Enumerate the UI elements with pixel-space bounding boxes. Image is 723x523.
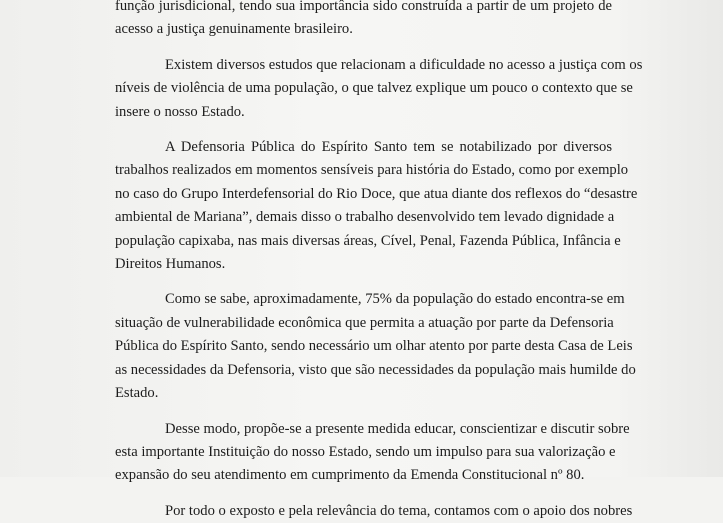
paragraph-4-line-2: situação de vulnerabilidade econômica que permita a atuação por parte da Defensoria: [115, 314, 614, 331]
paragraph-2-line-3: insere o nosso Estado.: [115, 103, 245, 120]
paragraph-1-line-2: acesso a justiça genuinamente brasileiro.: [115, 21, 353, 38]
document-body: [115, 0, 643, 523]
paragraph-3-line-6: Direitos Humanos.: [115, 256, 226, 273]
paragraph-spacer: [115, 124, 612, 136]
paragraph-2-line-2: níveis de violência de uma população, o que talvez explique um pouco o contexto que se: [115, 80, 633, 97]
paragraph-3-line-5: população capixaba, nas mais diversas áreas, Cível, Penal, Fazenda Pública, Infância e: [115, 232, 621, 249]
paragraph-4-line-5: Estado.: [115, 385, 159, 402]
paragraph-4-line-3: Pública do Espírito Santo, sendo necessário um olhar atento por parte desta Casa de Leis: [115, 338, 633, 355]
paragraph-5-line-2: esta importante Instituição do nosso Estado, sendo um impulso para sua valorização e: [115, 443, 616, 460]
paragraph-2-line-1: Existem diversos estudos que relacionam a dificuldade no acesso a justiça com os: [165, 56, 643, 73]
paragraph-6-line-1: Por todo o exposto e pela relevância do tema, contamos com o apoio dos nobres: [165, 502, 633, 519]
paragraph-3-line-2: trabalhos realizados em momentos sensíveis para história do Estado, como por exemplo: [115, 162, 629, 179]
paragraph-spacer: [115, 488, 612, 500]
paragraph-3-line-3: no caso do Grupo Interdefensorial do Rio Doce, que atua diante dos reflexos do “desastre: [115, 185, 638, 202]
paragraph-spacer: [115, 42, 612, 54]
paragraph-4-line-4: as necessidades da Defensoria, visto que são necessidades da população mais humilde do: [115, 361, 636, 378]
paragraph-5-line-3: expansão do seu atendimento em cumprimento da Emenda Constitucional nº 80.: [115, 467, 585, 484]
paragraph-4-line-1: Como se sabe, aproximadamente, 75% da população do estado encontra-se em: [165, 291, 625, 308]
paragraph-5-line-1: Desse modo, propõe-se a presente medida educar, conscientizar e discutir sobre: [165, 420, 630, 437]
paragraph-3-line-1: A Defensoria Pública do Espírito Santo tem se notabilizado por diversos: [165, 139, 612, 156]
paragraph-3-line-4: ambiental de Mariana”, demais disso o trabalho desenvolvido tem levado dignidade a: [115, 209, 615, 226]
paragraph-spacer: [115, 276, 612, 288]
paragraph-1-line-1: função jurisdicional, tendo sua importância sido construída a partir de um projeto de: [115, 0, 612, 14]
paragraph-spacer: [115, 406, 612, 418]
